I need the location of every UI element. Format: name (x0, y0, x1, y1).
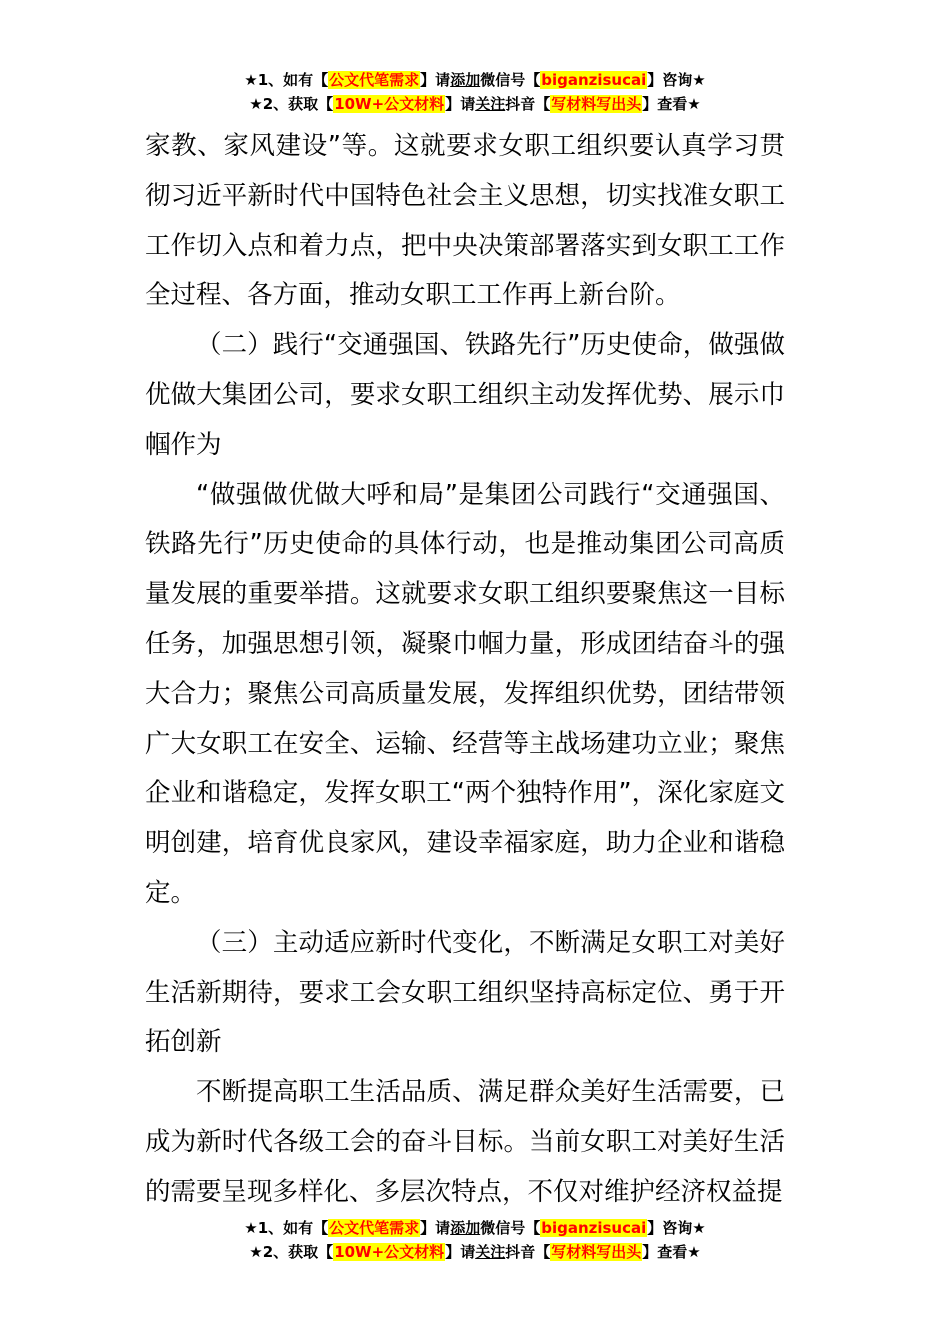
banner-text: 】请 (445, 95, 476, 113)
section-heading-2: （二）践行“交通强国、铁路先行”历史使命，做强做优做大集团公司，要求女职工组织主动发挥优势、展示巾帼作为 (145, 330, 785, 460)
header-banner (0, 68, 950, 116)
banner-text: 】请 (420, 71, 451, 89)
highlight-service: 公文代笔需求 (329, 71, 420, 89)
banner-text: 】请 (445, 1243, 476, 1261)
highlight-materials: 10W+公文材料 (334, 95, 445, 113)
banner-text: ★2、获取【 (249, 95, 334, 113)
section-heading-3: （三）主动适应新时代变化，不断满足女职工对美好生活新期待，要求工会女职工组织坚持高标定位、勇于开拓创新 (145, 927, 785, 1058)
banner-text: 抖音【 (505, 1243, 551, 1261)
banner-text: 】咨询★ (647, 71, 706, 89)
banner-text: 】咨询★ (647, 1219, 706, 1237)
highlight-wechat-id: biganzisucai (541, 1219, 647, 1237)
emphasis-add: 添加 (450, 71, 481, 89)
banner-text: 微信号【 (480, 71, 541, 89)
highlight-service: 公文代笔需求 (329, 1219, 420, 1237)
banner-text: ★1、如有【 (244, 71, 329, 89)
banner-text: ★1、如有【 (244, 1219, 329, 1237)
paragraph: “做强做优做大呼和局”是集团公司践行“交通强国、铁路先行”历史使命的具体行动，也是推动集团公司高质量发展的重要举措。这就要求女职工组织要聚焦这一目标任务，加强思想引领，凝聚巾帼力量，形成团结奋斗的强大合力；聚焦公司高质量发展，发挥组织优势，团结带领广大女职工在安全、运输、经营等主战场建功立业；聚焦企业和谐稳定，发挥女职工“两个独特作用”，深化家庭文明创建，培育优良家风，建设幸福家庭，助力企业和谐稳定。 (145, 479, 785, 908)
banner-text: ★2、获取【 (249, 1243, 334, 1261)
highlight-materials: 10W+公文材料 (334, 1243, 445, 1261)
emphasis-follow: 关注 (475, 95, 506, 113)
banner-text: 】查看★ (642, 1243, 701, 1261)
banner-line-2 (0, 92, 950, 116)
banner-text: 】请 (420, 1219, 451, 1237)
paragraph-continuation: 家教、家风建设”等。这就要求女职工组织要认真学习贯彻习近平新时代中国特色社会主义思想，切实找准女职工工作切入点和着力点，把中央决策部署落实到女职工工作全过程、各方面，推动女职工工作再上新台阶。 (145, 131, 785, 311)
banner-line-2 (0, 1240, 950, 1264)
highlight-douyin: 写材料写出头 (551, 95, 642, 113)
paragraph: 不断提高职工生活品质、满足群众美好生活需要，已成为新时代各级工会的奋斗目标。当前女职工对美好生活的需要呈现多样化、多层次特点，不仅对维护经济权益提 (145, 1077, 785, 1207)
banner-line-1 (0, 1216, 950, 1240)
highlight-douyin: 写材料写出头 (551, 1243, 642, 1261)
banner-text: 微信号【 (480, 1219, 541, 1237)
banner-text: 抖音【 (505, 95, 551, 113)
banner-line-1 (0, 68, 950, 92)
footer-banner (0, 1216, 950, 1264)
document-body (145, 122, 785, 1218)
highlight-wechat-id: biganzisucai (541, 71, 647, 89)
emphasis-add: 添加 (450, 1219, 481, 1237)
banner-text: 】查看★ (642, 95, 701, 113)
emphasis-follow: 关注 (475, 1243, 506, 1261)
